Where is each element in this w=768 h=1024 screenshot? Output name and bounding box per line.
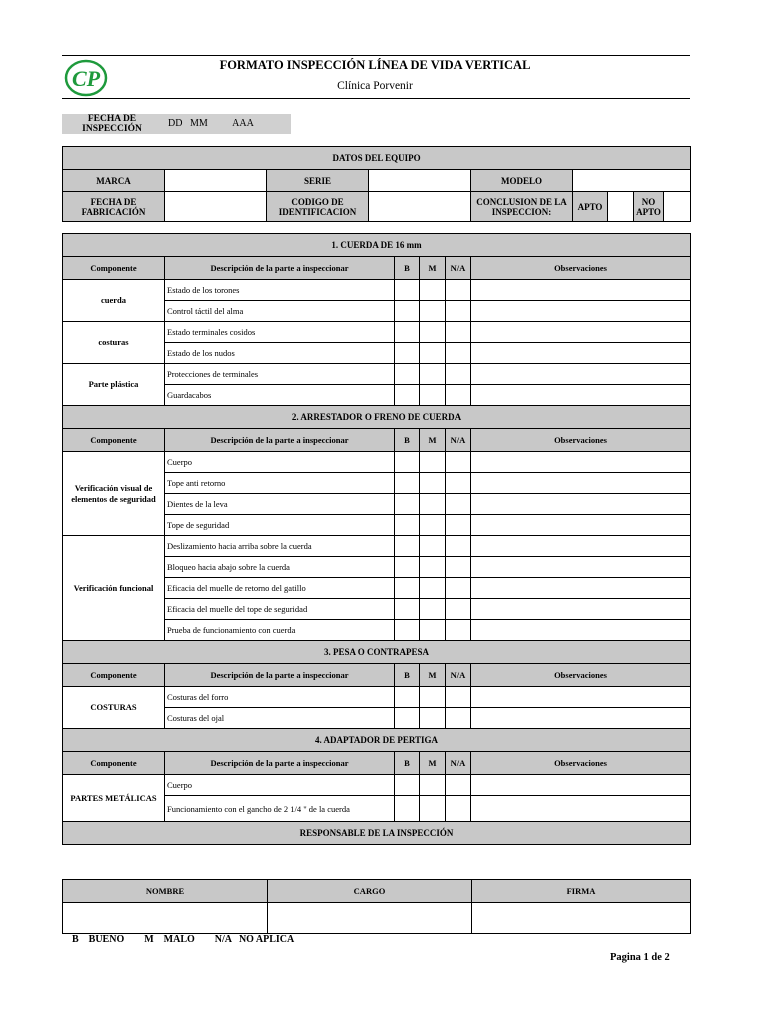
b-checkbox[interactable] [395, 536, 420, 557]
na-checkbox[interactable] [446, 322, 471, 343]
b-checkbox[interactable] [395, 343, 420, 364]
m-checkbox[interactable] [420, 796, 446, 822]
id-code-field[interactable] [369, 192, 471, 222]
component-cell: costuras [63, 322, 165, 364]
component-cell: cuerda [63, 280, 165, 322]
logo-text: CP [72, 66, 101, 91]
observations-field[interactable] [471, 599, 691, 620]
m-checkbox[interactable] [420, 620, 446, 641]
component-cell: COSTURAS [63, 687, 165, 729]
serial-field[interactable] [369, 170, 471, 192]
item-description: Prueba de funcionamiento con cuerda [165, 620, 395, 641]
observations-field[interactable] [471, 708, 691, 729]
m-checkbox[interactable] [420, 494, 446, 515]
na-checkbox[interactable] [446, 301, 471, 322]
legend: B BUENO M MALO N/A NO APLICA [72, 934, 295, 945]
observations-field[interactable] [471, 536, 691, 557]
apto-checkbox[interactable] [608, 192, 634, 222]
col-observations: Observaciones [471, 752, 691, 775]
equipment-section-title: DATOS DEL EQUIPO [63, 147, 691, 170]
model-field[interactable] [573, 170, 691, 192]
manufacture-date-field[interactable] [165, 192, 267, 222]
observations-field[interactable] [471, 687, 691, 708]
m-checkbox[interactable] [420, 708, 446, 729]
m-checkbox[interactable] [420, 578, 446, 599]
b-checkbox[interactable] [395, 385, 420, 406]
item-description: Costuras del ojal [165, 708, 395, 729]
table-row [63, 280, 691, 301]
na-checkbox[interactable] [446, 343, 471, 364]
item-description: Estado de los nudos [165, 343, 395, 364]
section-1-title: 1. CUERDA DE 16 mm [63, 234, 691, 257]
observations-field[interactable] [471, 364, 691, 385]
b-checkbox[interactable] [395, 578, 420, 599]
m-checkbox[interactable] [420, 364, 446, 385]
na-checkbox[interactable] [446, 515, 471, 536]
col-observations: Observaciones [471, 429, 691, 452]
m-checkbox[interactable] [420, 599, 446, 620]
na-checkbox[interactable] [446, 796, 471, 822]
col-observations: Observaciones [471, 664, 691, 687]
brand-label: MARCA [63, 170, 165, 192]
col-m: M [420, 257, 446, 280]
b-checkbox[interactable] [395, 620, 420, 641]
no-apto-checkbox[interactable] [664, 192, 691, 222]
b-checkbox[interactable] [395, 687, 420, 708]
model-label: MODELO [471, 170, 573, 192]
col-m: M [420, 664, 446, 687]
na-checkbox[interactable] [446, 775, 471, 796]
na-checkbox[interactable] [446, 385, 471, 406]
item-description: Deslizamiento hacia arriba sobre la cuerda [165, 536, 395, 557]
item-description: Estado terminales cosidos [165, 322, 395, 343]
na-checkbox[interactable] [446, 536, 471, 557]
observations-field[interactable] [471, 775, 691, 796]
inspection-date-label: FECHA DE INSPECCIÓN [82, 114, 142, 134]
b-checkbox[interactable] [395, 452, 420, 473]
table-row [63, 687, 691, 708]
na-checkbox[interactable] [446, 557, 471, 578]
observations-field[interactable] [471, 578, 691, 599]
item-description: Control táctil del alma [165, 301, 395, 322]
b-checkbox[interactable] [395, 364, 420, 385]
no-apto-label: NO APTO [634, 192, 664, 222]
section-2-title: 2. ARRESTADOR O FRENO DE CUERDA [63, 406, 691, 429]
section-4-title: 4. ADAPTADOR DE PERTIGA [63, 729, 691, 752]
b-checkbox[interactable] [395, 301, 420, 322]
col-na: N/A [446, 752, 471, 775]
na-checkbox[interactable] [446, 599, 471, 620]
m-checkbox[interactable] [420, 473, 446, 494]
col-observations: Observaciones [471, 257, 691, 280]
col-component: Componente [63, 429, 165, 452]
m-checkbox[interactable] [420, 280, 446, 301]
na-checkbox[interactable] [446, 620, 471, 641]
document-subtitle: Clínica Porvenir [337, 80, 413, 92]
table-row [63, 322, 691, 343]
item-description: Estado de los torones [165, 280, 395, 301]
apto-label: APTO [573, 192, 608, 222]
position-field[interactable] [268, 903, 472, 934]
section-3-title: 3. PESA O CONTRAPESA [63, 641, 691, 664]
page-number: Pagina 1 de 2 [610, 952, 670, 963]
responsible-table [62, 879, 691, 934]
document-title: FORMATO INSPECCIÓN LÍNEA DE VIDA VERTICAL [219, 58, 531, 72]
b-checkbox[interactable] [395, 322, 420, 343]
col-component: Componente [63, 257, 165, 280]
b-checkbox[interactable] [395, 796, 420, 822]
na-checkbox[interactable] [446, 687, 471, 708]
col-m: M [420, 752, 446, 775]
observations-field[interactable] [471, 452, 691, 473]
na-checkbox[interactable] [446, 452, 471, 473]
m-checkbox[interactable] [420, 385, 446, 406]
observations-field[interactable] [471, 796, 691, 822]
table-row [63, 452, 691, 473]
id-code-label: CODIGO DE IDENTIFICACION [267, 192, 369, 222]
col-b: B [395, 429, 420, 452]
col-description: Descripción de la parte a inspeccionar [165, 257, 395, 280]
observations-field[interactable] [471, 515, 691, 536]
table-row [63, 364, 691, 385]
inspection-date-box [62, 114, 291, 134]
inspection-table [62, 233, 691, 845]
header-top-rule [62, 55, 690, 56]
responsible-section-title: RESPONSABLE DE LA INSPECCIÓN [63, 822, 691, 845]
clinic-logo [62, 58, 108, 98]
name-field[interactable] [63, 903, 268, 934]
signature-field[interactable] [472, 903, 691, 934]
observations-field[interactable] [471, 620, 691, 641]
b-checkbox[interactable] [395, 775, 420, 796]
m-checkbox[interactable] [420, 343, 446, 364]
item-description: Funcionamiento con el gancho de 2 1/4 " de la cuerda [165, 796, 395, 822]
position-label: CARGO [268, 880, 472, 903]
m-checkbox[interactable] [420, 687, 446, 708]
b-checkbox[interactable] [395, 494, 420, 515]
b-checkbox[interactable] [395, 473, 420, 494]
na-checkbox[interactable] [446, 473, 471, 494]
item-description: Dientes de la leva [165, 494, 395, 515]
component-cell: Parte plástica [63, 364, 165, 406]
component-cell: PARTES METÁLICAS [63, 775, 165, 822]
observations-field[interactable] [471, 385, 691, 406]
col-b: B [395, 752, 420, 775]
col-component: Componente [63, 752, 165, 775]
column-header-row [63, 664, 691, 687]
col-description: Descripción de la parte a inspeccionar [165, 664, 395, 687]
signature-label: FIRMA [472, 880, 691, 903]
serial-label: SERIE [267, 170, 369, 192]
column-header-row [63, 257, 691, 280]
col-description: Descripción de la parte a inspeccionar [165, 752, 395, 775]
item-description: Cuerpo [165, 775, 395, 796]
m-checkbox[interactable] [420, 557, 446, 578]
brand-field[interactable] [165, 170, 267, 192]
b-checkbox[interactable] [395, 599, 420, 620]
b-checkbox[interactable] [395, 280, 420, 301]
m-checkbox[interactable] [420, 301, 446, 322]
m-checkbox[interactable] [420, 452, 446, 473]
na-checkbox[interactable] [446, 708, 471, 729]
equipment-table [62, 146, 691, 222]
b-checkbox[interactable] [395, 557, 420, 578]
observations-field[interactable] [471, 494, 691, 515]
component-cell: Verificación visual de elementos de seguridad [63, 452, 165, 536]
col-m: M [420, 429, 446, 452]
observations-field[interactable] [471, 343, 691, 364]
observations-field[interactable] [471, 280, 691, 301]
col-b: B [395, 257, 420, 280]
observations-field[interactable] [471, 557, 691, 578]
na-checkbox[interactable] [446, 280, 471, 301]
col-b: B [395, 664, 420, 687]
col-na: N/A [446, 664, 471, 687]
component-cell: Verificación funcional [63, 536, 165, 641]
m-checkbox[interactable] [420, 775, 446, 796]
m-checkbox[interactable] [420, 536, 446, 557]
table-row [63, 536, 691, 557]
item-description: Costuras del forro [165, 687, 395, 708]
name-label: NOMBRE [63, 880, 268, 903]
item-description: Protecciones de terminales [165, 364, 395, 385]
m-checkbox[interactable] [420, 515, 446, 536]
col-description: Descripción de la parte a inspeccionar [165, 429, 395, 452]
observations-field[interactable] [471, 301, 691, 322]
col-na: N/A [446, 257, 471, 280]
col-na: N/A [446, 429, 471, 452]
item-description: Tope de seguridad [165, 515, 395, 536]
item-description: Bloqueo hacia abajo sobre la cuerda [165, 557, 395, 578]
item-description: Eficacia del muelle del tope de seguridad [165, 599, 395, 620]
item-description: Guardacabos [165, 385, 395, 406]
m-checkbox[interactable] [420, 322, 446, 343]
observations-field[interactable] [471, 473, 691, 494]
column-header-row [63, 429, 691, 452]
manufacture-date-label: FECHA DE FABRICACIÓN [63, 192, 165, 222]
observations-field[interactable] [471, 322, 691, 343]
na-checkbox[interactable] [446, 364, 471, 385]
item-description: Tope anti retorno [165, 473, 395, 494]
header-bottom-rule [62, 98, 690, 99]
na-checkbox[interactable] [446, 578, 471, 599]
item-description: Cuerpo [165, 452, 395, 473]
table-row [63, 775, 691, 796]
col-component: Componente [63, 664, 165, 687]
item-description: Eficacia del muelle de retorno del gatillo [165, 578, 395, 599]
b-checkbox[interactable] [395, 708, 420, 729]
conclusion-label: CONCLUSION DE LA INSPECCION: [471, 192, 573, 222]
b-checkbox[interactable] [395, 515, 420, 536]
na-checkbox[interactable] [446, 494, 471, 515]
inspection-date-field[interactable]: DD MM AAA [168, 118, 254, 129]
column-header-row [63, 752, 691, 775]
